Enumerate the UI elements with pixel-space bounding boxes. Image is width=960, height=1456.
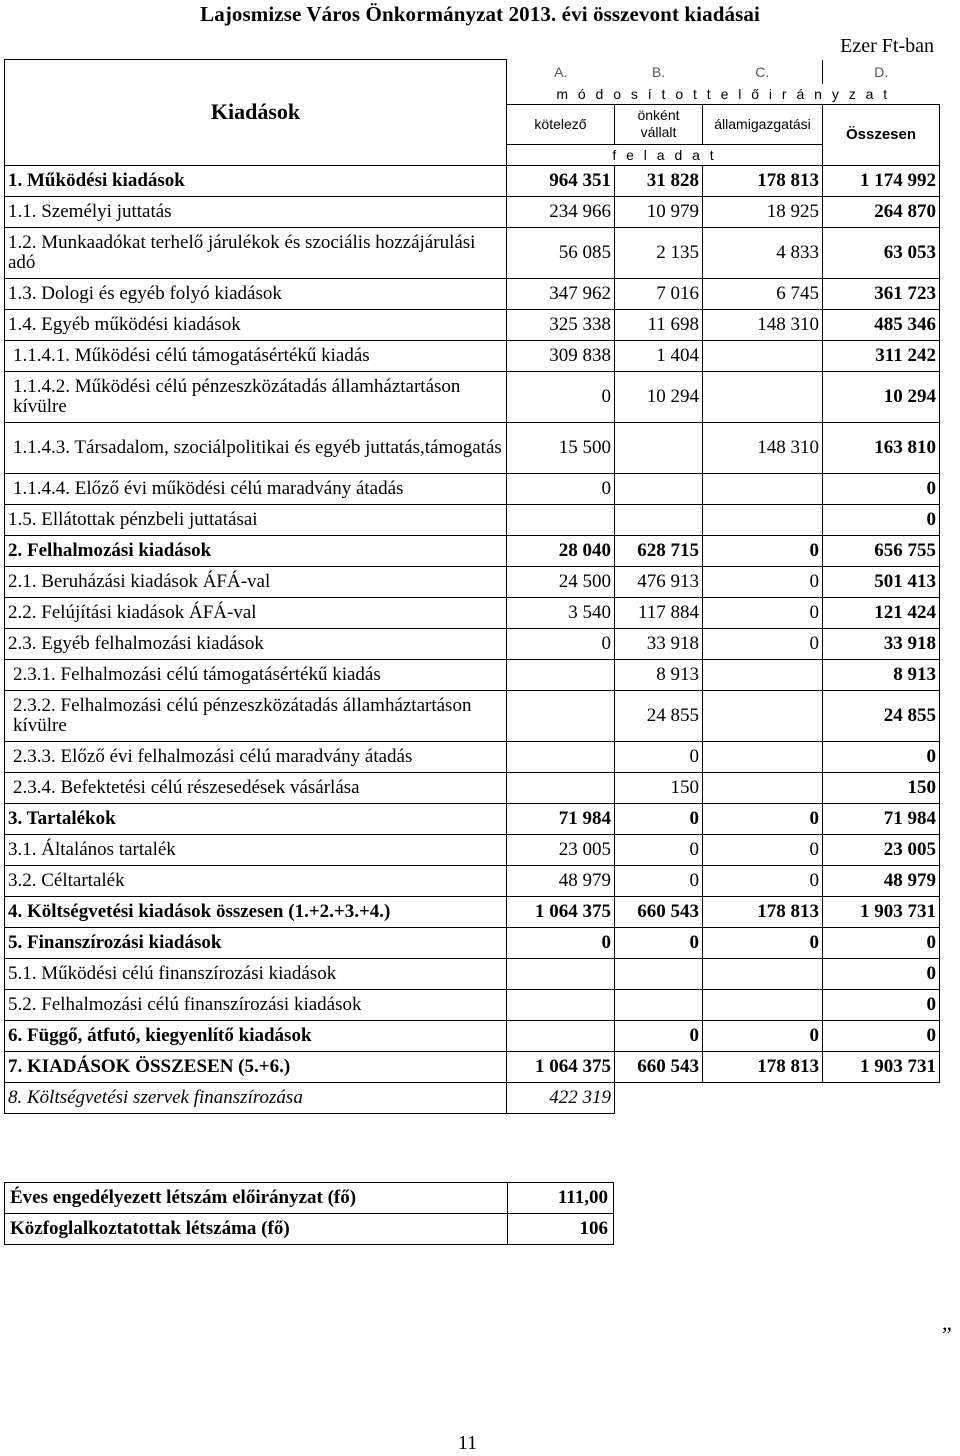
table-row bbox=[5, 741, 940, 772]
row-label: 6. Függő, átfutó, kiegyenlítő kiadások bbox=[5, 1020, 507, 1051]
table-row bbox=[5, 659, 940, 690]
value-allamigazgatasi: 148 310 bbox=[703, 309, 823, 340]
table-row bbox=[5, 278, 940, 309]
row-label: 2. Felhalmozási kiadások bbox=[5, 535, 507, 566]
value-osszesen: 0 bbox=[823, 1020, 940, 1051]
value-kotelezo: 28 040 bbox=[507, 535, 615, 566]
table-row bbox=[5, 834, 940, 865]
value-allamigazgatasi bbox=[703, 690, 823, 741]
financing-label: 8. Költségvetési szervek finanszírozása bbox=[5, 1082, 507, 1113]
value-osszesen: 10 294 bbox=[823, 371, 940, 422]
value-kotelezo bbox=[507, 772, 615, 803]
value-kotelezo: 347 962 bbox=[507, 278, 615, 309]
value-onkent: 0 bbox=[615, 1020, 703, 1051]
expenditure-table bbox=[4, 59, 940, 1114]
value-allamigazgatasi bbox=[703, 958, 823, 989]
value-osszesen: 163 810 bbox=[823, 422, 940, 473]
value-allamigazgatasi: 148 310 bbox=[703, 422, 823, 473]
header-letter-b: B. bbox=[651, 63, 666, 80]
table-row bbox=[5, 958, 940, 989]
table-row bbox=[5, 1051, 940, 1082]
financing-row bbox=[5, 1082, 940, 1113]
value-onkent: 117 884 bbox=[615, 597, 703, 628]
row-label: 2.3.2. Felhalmozási célú pénzeszközátadás államháztartáson kívülre bbox=[5, 690, 507, 741]
value-onkent: 10 294 bbox=[615, 371, 703, 422]
value-allamigazgatasi: 0 bbox=[703, 535, 823, 566]
table-row bbox=[5, 690, 940, 741]
financing-empty bbox=[615, 1082, 940, 1113]
value-kotelezo bbox=[507, 958, 615, 989]
value-kotelezo: 56 085 bbox=[507, 227, 615, 278]
row-label: 4. Költségvetési kiadások összesen (1.+2.+3.+4.) bbox=[5, 896, 507, 927]
table-row bbox=[5, 927, 940, 958]
value-allamigazgatasi bbox=[703, 340, 823, 371]
value-onkent bbox=[615, 958, 703, 989]
value-allamigazgatasi: 178 813 bbox=[703, 1051, 823, 1082]
table-row bbox=[5, 504, 940, 535]
value-allamigazgatasi: 18 925 bbox=[703, 196, 823, 227]
row-label: 2.3. Egyéb felhalmozási kiadások bbox=[5, 628, 507, 659]
row-label: 2.2. Felújítási kiadások ÁFÁ-val bbox=[5, 597, 507, 628]
value-kotelezo bbox=[507, 659, 615, 690]
header-letter-c: C. bbox=[755, 63, 770, 80]
value-allamigazgatasi: 178 813 bbox=[703, 896, 823, 927]
table-row bbox=[5, 535, 940, 566]
value-kotelezo: 24 500 bbox=[507, 566, 615, 597]
value-allamigazgatasi: 4 833 bbox=[703, 227, 823, 278]
value-onkent: 33 918 bbox=[615, 628, 703, 659]
value-osszesen: 501 413 bbox=[823, 566, 940, 597]
row-label: 1.3. Dologi és egyéb folyó kiadások bbox=[5, 278, 507, 309]
value-allamigazgatasi: 0 bbox=[703, 834, 823, 865]
row-label: 1.1.4.4. Előző évi működési célú maradvány átadás bbox=[5, 473, 507, 504]
table-row bbox=[5, 196, 940, 227]
staff-row bbox=[5, 1183, 614, 1214]
value-kotelezo: 0 bbox=[507, 628, 615, 659]
value-allamigazgatasi bbox=[703, 473, 823, 504]
header-kiadasok: Kiadások bbox=[5, 60, 507, 166]
row-label: 1. Működési kiadások bbox=[5, 165, 507, 196]
value-onkent: 1 404 bbox=[615, 340, 703, 371]
row-label: 1.1.4.3. Társadalom, szociálpolitikai és egyéb juttatás,támogatás bbox=[5, 422, 507, 473]
row-label: 1.1.4.2. Működési célú pénzeszközátadás államháztartáson kívülre bbox=[5, 371, 507, 422]
value-kotelezo: 1 064 375 bbox=[507, 896, 615, 927]
header-allamigazgatasi: államigazgatási bbox=[703, 104, 823, 144]
table-row bbox=[5, 597, 940, 628]
value-osszesen: 23 005 bbox=[823, 834, 940, 865]
value-onkent bbox=[615, 989, 703, 1020]
row-label: 3. Tartalékok bbox=[5, 803, 507, 834]
table-row bbox=[5, 989, 940, 1020]
row-label: 2.3.3. Előző évi felhalmozási célú maradvány átadás bbox=[5, 741, 507, 772]
value-osszesen: 656 755 bbox=[823, 535, 940, 566]
page-title: Lajosmizse Város Önkormányzat 2013. évi összevont kiadásai bbox=[200, 2, 760, 26]
header-row-letters bbox=[5, 60, 940, 84]
value-onkent: 10 979 bbox=[615, 196, 703, 227]
value-osszesen: 264 870 bbox=[823, 196, 940, 227]
row-label: 1.5. Ellátottak pénzbeli juttatásai bbox=[5, 504, 507, 535]
value-onkent: 476 913 bbox=[615, 566, 703, 597]
value-kotelezo: 0 bbox=[507, 473, 615, 504]
value-osszesen: 311 242 bbox=[823, 340, 940, 371]
value-kotelezo: 3 540 bbox=[507, 597, 615, 628]
value-osszesen: 0 bbox=[823, 989, 940, 1020]
header-modositott: m ó d o s í t o t t e l ő i r á n y z a t bbox=[556, 85, 891, 102]
value-onkent: 8 913 bbox=[615, 659, 703, 690]
value-kotelezo: 309 838 bbox=[507, 340, 615, 371]
value-osszesen: 0 bbox=[823, 741, 940, 772]
table-row bbox=[5, 803, 940, 834]
header-letter-d: D. bbox=[823, 60, 940, 84]
value-onkent: 31 828 bbox=[615, 165, 703, 196]
row-label: 2.1. Beruházási kiadások ÁFÁ-val bbox=[5, 566, 507, 597]
value-allamigazgatasi bbox=[703, 989, 823, 1020]
value-allamigazgatasi: 0 bbox=[703, 1020, 823, 1051]
value-onkent: 660 543 bbox=[615, 896, 703, 927]
value-osszesen: 1 903 731 bbox=[823, 1051, 940, 1082]
row-label: 1.1. Személyi juttatás bbox=[5, 196, 507, 227]
value-allamigazgatasi: 0 bbox=[703, 628, 823, 659]
value-kotelezo: 0 bbox=[507, 927, 615, 958]
value-onkent bbox=[615, 473, 703, 504]
staff-value: 106 bbox=[508, 1214, 614, 1245]
value-osszesen: 1 903 731 bbox=[823, 896, 940, 927]
value-osszesen: 24 855 bbox=[823, 690, 940, 741]
value-allamigazgatasi: 178 813 bbox=[703, 165, 823, 196]
table-row bbox=[5, 340, 940, 371]
table-row bbox=[5, 309, 940, 340]
value-onkent: 11 698 bbox=[615, 309, 703, 340]
value-onkent: 0 bbox=[615, 865, 703, 896]
value-kotelezo: 71 984 bbox=[507, 803, 615, 834]
value-onkent: 628 715 bbox=[615, 535, 703, 566]
value-allamigazgatasi: 0 bbox=[703, 803, 823, 834]
header-kotelezo: kötelező bbox=[507, 104, 615, 144]
table-row bbox=[5, 772, 940, 803]
table-row bbox=[5, 566, 940, 597]
value-allamigazgatasi: 0 bbox=[703, 865, 823, 896]
value-osszesen: 0 bbox=[823, 504, 940, 535]
header-osszesen: Összesen bbox=[823, 104, 940, 165]
value-onkent: 150 bbox=[615, 772, 703, 803]
currency-unit: Ezer Ft-ban bbox=[840, 35, 934, 57]
value-osszesen: 1 174 992 bbox=[823, 165, 940, 196]
row-label: 7. KIADÁSOK ÖSSZESEN (5.+6.) bbox=[5, 1051, 507, 1082]
value-osszesen: 150 bbox=[823, 772, 940, 803]
staff-table bbox=[4, 1182, 614, 1245]
row-label: 5.2. Felhalmozási célú finanszírozási kiadások bbox=[5, 989, 507, 1020]
table-row bbox=[5, 865, 940, 896]
value-osszesen: 0 bbox=[823, 958, 940, 989]
row-label: 5.1. Működési célú finanszírozási kiadások bbox=[5, 958, 507, 989]
value-onkent: 0 bbox=[615, 803, 703, 834]
closing-quote: „ bbox=[942, 1310, 952, 1335]
value-allamigazgatasi bbox=[703, 741, 823, 772]
staff-label: Éves engedélyezett létszám előirányzat (fő) bbox=[5, 1183, 508, 1214]
header-onkent: önként vállalt bbox=[615, 104, 703, 144]
staff-value: 111,00 bbox=[508, 1183, 614, 1214]
table-row bbox=[5, 422, 940, 473]
table-row bbox=[5, 1020, 940, 1051]
page-number: 11 bbox=[457, 1432, 478, 1454]
table-row bbox=[5, 165, 940, 196]
row-label: 1.1.4.1. Működési célú támogatásértékű kiadás bbox=[5, 340, 507, 371]
value-allamigazgatasi bbox=[703, 504, 823, 535]
value-allamigazgatasi: 0 bbox=[703, 566, 823, 597]
financing-value: 422 319 bbox=[507, 1082, 615, 1113]
row-label: 1.2. Munkaadókat terhelő járulékok és szociális hozzájárulási adó bbox=[5, 227, 507, 278]
value-allamigazgatasi bbox=[703, 659, 823, 690]
value-osszesen: 8 913 bbox=[823, 659, 940, 690]
table-row bbox=[5, 371, 940, 422]
value-allamigazgatasi: 0 bbox=[703, 927, 823, 958]
value-onkent: 0 bbox=[615, 834, 703, 865]
row-label: 3.1. Általános tartalék bbox=[5, 834, 507, 865]
value-kotelezo: 0 bbox=[507, 371, 615, 422]
value-kotelezo bbox=[507, 504, 615, 535]
staff-label: Közfoglalkoztatottak létszáma (fő) bbox=[5, 1214, 508, 1245]
value-kotelezo: 325 338 bbox=[507, 309, 615, 340]
table-row bbox=[5, 896, 940, 927]
value-osszesen: 0 bbox=[823, 927, 940, 958]
value-kotelezo bbox=[507, 741, 615, 772]
value-osszesen: 485 346 bbox=[823, 309, 940, 340]
value-onkent: 24 855 bbox=[615, 690, 703, 741]
value-kotelezo bbox=[507, 989, 615, 1020]
value-allamigazgatasi: 6 745 bbox=[703, 278, 823, 309]
value-onkent: 7 016 bbox=[615, 278, 703, 309]
value-kotelezo bbox=[507, 1020, 615, 1051]
value-osszesen: 121 424 bbox=[823, 597, 940, 628]
value-osszesen: 63 053 bbox=[823, 227, 940, 278]
value-allamigazgatasi bbox=[703, 772, 823, 803]
header-letter-a: A. bbox=[554, 63, 568, 80]
value-kotelezo bbox=[507, 690, 615, 741]
table-row bbox=[5, 227, 940, 278]
table-row bbox=[5, 473, 940, 504]
value-onkent: 0 bbox=[615, 741, 703, 772]
value-osszesen: 361 723 bbox=[823, 278, 940, 309]
value-kotelezo: 48 979 bbox=[507, 865, 615, 896]
value-onkent: 660 543 bbox=[615, 1051, 703, 1082]
header-feladat: f e l a d a t bbox=[507, 144, 823, 165]
value-kotelezo: 234 966 bbox=[507, 196, 615, 227]
row-label: 3.2. Céltartalék bbox=[5, 865, 507, 896]
row-label: 2.3.4. Befektetési célú részesedések vásárlása bbox=[5, 772, 507, 803]
value-osszesen: 48 979 bbox=[823, 865, 940, 896]
value-allamigazgatasi bbox=[703, 371, 823, 422]
value-kotelezo: 23 005 bbox=[507, 834, 615, 865]
value-osszesen: 0 bbox=[823, 473, 940, 504]
staff-row bbox=[5, 1214, 614, 1245]
value-osszesen: 71 984 bbox=[823, 803, 940, 834]
row-label: 5. Finanszírozási kiadások bbox=[5, 927, 507, 958]
value-onkent: 2 135 bbox=[615, 227, 703, 278]
value-onkent bbox=[615, 504, 703, 535]
table-row bbox=[5, 628, 940, 659]
row-label: 1.4. Egyéb működési kiadások bbox=[5, 309, 507, 340]
value-kotelezo: 15 500 bbox=[507, 422, 615, 473]
value-onkent: 0 bbox=[615, 927, 703, 958]
value-osszesen: 33 918 bbox=[823, 628, 940, 659]
value-allamigazgatasi: 0 bbox=[703, 597, 823, 628]
row-label: 2.3.1. Felhalmozási célú támogatásértékű kiadás bbox=[5, 659, 507, 690]
value-kotelezo: 1 064 375 bbox=[507, 1051, 615, 1082]
value-onkent bbox=[615, 422, 703, 473]
value-kotelezo: 964 351 bbox=[507, 165, 615, 196]
